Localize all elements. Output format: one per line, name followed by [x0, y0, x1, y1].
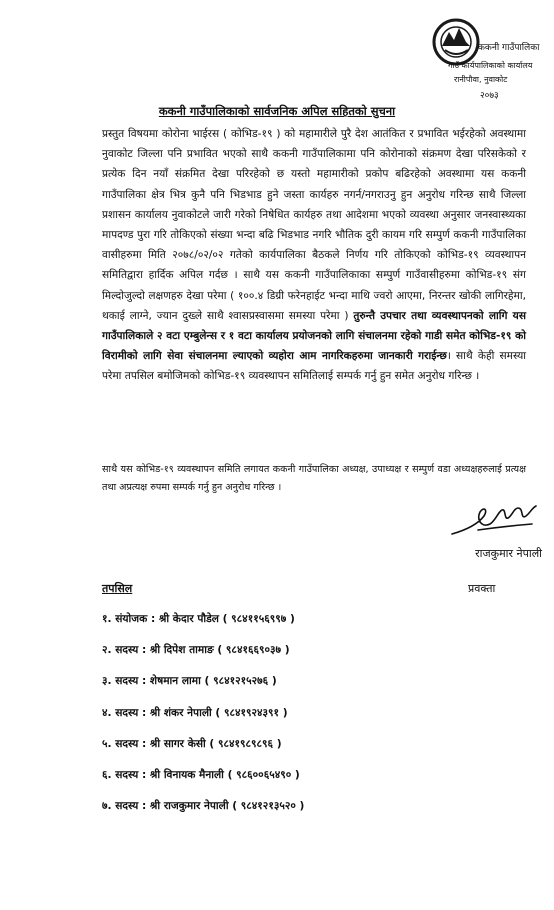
- annex-heading: तपसिल: [102, 582, 133, 595]
- seal-emblem-icon: [418, 14, 546, 106]
- committee-member-list: [102, 612, 304, 830]
- list-item: ४. सदस्य : श्री शंकर नेपाली ( ९८४१९२४३९१ ): [102, 706, 288, 719]
- notice-title: ककनी गाउँपालिकाको सार्वजनिक अपिल सहितको सुचना: [158, 104, 396, 118]
- list-item: ३. सदस्य : शेषमान लामा ( ९८४१२१५२७६ ): [102, 675, 277, 688]
- seal-text-2: गाउँ कार्यपालिकाको कार्यालय: [448, 61, 533, 70]
- handwritten-signature: [448, 500, 540, 542]
- notice-title-row: [0, 104, 554, 119]
- paragraph-1-bold: तुरुन्तै उपचार तथा व्यवस्थापनको लागि यस गाउँपालिकाले २ वटा एम्बुलेन्स र १ वटा कार्यालय प्रयोजनको लागि संचालनमा रहेको गाडी समेत कोभिड-१९ को विरामीको लागि सेवा संचालनमा ल्याएको व्यहोरा आम नागरिकहरुमा जानकारी गराईन्छ: [102, 309, 526, 363]
- list-item: १. संयोजक : श्री केदार पौडेल ( ९८४११५६९९७ ): [102, 613, 295, 625]
- seal-text-1: ककनी गाउँपालिका: [478, 43, 540, 53]
- signer-name: राजकुमार नेपाली: [475, 547, 542, 560]
- list-item: ५. सदस्य : श्री सागर केसी ( ९८४१९८९८९६ ): [102, 737, 282, 750]
- paragraph-1-tail: । साथै केही समस्या परेमा तपसिल बमोजिमको कोभिड-१९ व्यवस्थापन समितिलाई सम्पर्क गर्नु हुन समेत अनुरोध गरिन्छ ।: [102, 350, 526, 383]
- list-item: ७. सदस्य : श्री राजकुमार नेपाली ( ९८४१२१३५२० ): [102, 800, 305, 813]
- list-item: ६. सदस्य : श्री विनायक मैनाली ( ९८६००६५४९० ): [102, 768, 300, 781]
- paragraph-1-normal: प्रस्तुत विषयमा कोरोना भाईरस ( कोभिड-१९ ) को महामारीले पुरै देश आतंकित र प्रभावित भईरहेको अवस्थामा नुवाकोट जिल्ला पनि प्रभावित भएको साथै ककनी गाउँपालिकामा पनि कोरोनाको संक्रमण देखा परिसकेको र प्रत्येक दिन नयाँ संक्रमित देखा परिरहेको छ यस्तो महामारीको प्रकोप बढिरहेको अवस्थामा यस ककनी गाउँपालिका क्षेत्र भित्र कुनै पनि भिडभाड हुने जस्ता कार्यहरु नगर्न/नगराउनु हुन अनुरोध गरिन्छ साथै जिल्ला प्रशासन कार्यालय नुवाकोटले जारी गरेको निषेधित कार्यहरु तथा आदेशमा भएको व्यवस्था अनुसार जनस्वास्थ्यका मापदण्ड पुरा गरि तोकिएको संख्या भन्दा बढि भिडभाड नगरि भौतिक दुरी कायम गरि सम्पुर्ण ककनी गाउँपालिका वासीहरुमा मिति २०७८/०२/०२ गतेको कार्यपालिका बैठकले निर्णय गरि तोकिएको कोभिड-१९ व्यवस्थापन समितिद्वारा हार्दिक अपिल गर्दछ । साथै यस ककनी गाउँपालिकाका सम्पुर्ण गाउँवासीहरुमा कोभिड-१९ संग मिल्दोजुल्दो लक्षणहरु देखा परेमा ( १००.४ डिग्री फरेनहाईट भन्दा माथि ज्वरो आएमा, निरन्तर खोकी लागिरहेमा, थकाई लाग्ने, ज्यान दुख्ले साथै श्वासप्रस्वासमा समस्या परेमा ): [102, 128, 526, 322]
- list-item: २. सदस्य : श्री दिपेश तामाङ ( ९८४१६६९०३७ ): [102, 644, 290, 657]
- notice-paragraph-2: साथै यस कोभिड-१९ व्यवस्थापन समिति लगायत ककनी गाउँपालिका अध्यक्ष, उपाध्यक्ष र सम्पुर्ण वडा अध्यक्षहरुलाई प्रत्यक्ष तथा अप्रत्यक्ष रुपमा सम्पर्क गर्नु हुन अनुरोध गरिन्छ ।: [102, 464, 526, 493]
- municipality-seal: [418, 14, 546, 106]
- seal-text-3: रानीपौवा, नुवाकोट: [454, 75, 508, 84]
- notice-paragraph-1: [102, 124, 526, 387]
- seal-year: २०७३: [480, 91, 499, 101]
- spokesperson-label: प्रवक्ता: [468, 582, 496, 595]
